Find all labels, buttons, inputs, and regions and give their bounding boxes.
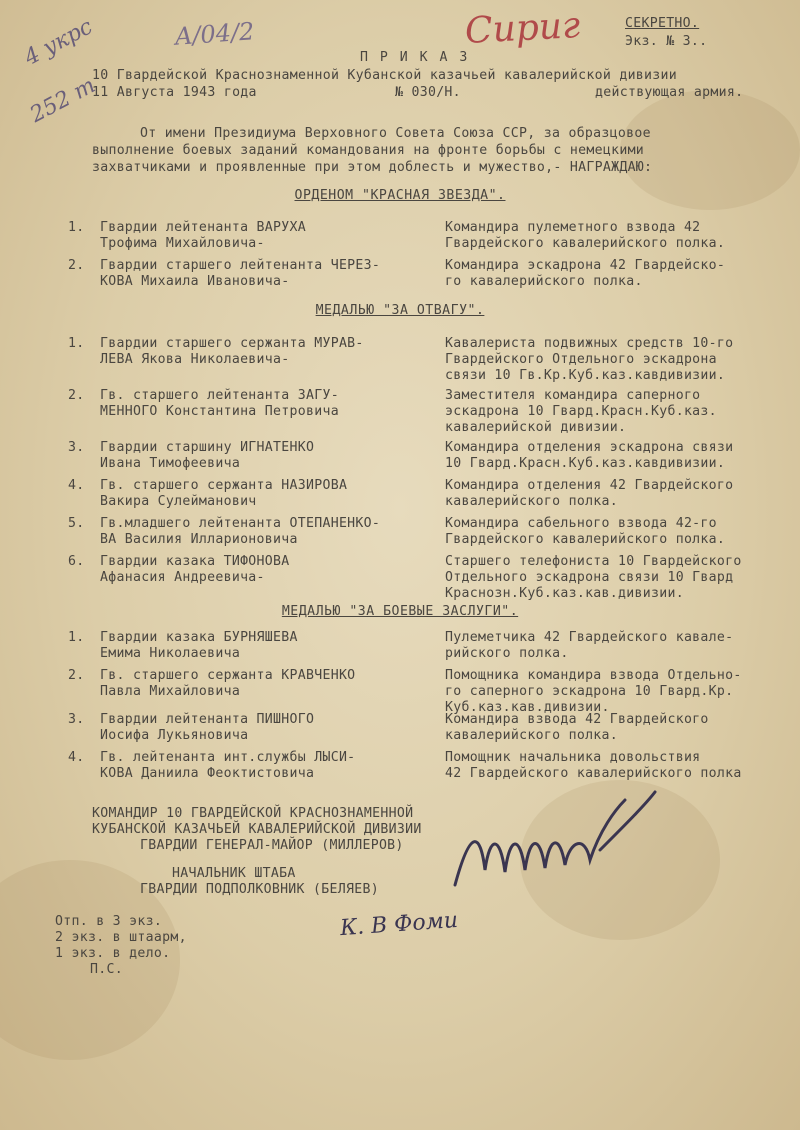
- recipient-name: Иосифа Лукьяновича: [100, 728, 249, 743]
- item-number: 4.: [68, 750, 85, 765]
- recipient-name: Трофима Михайловича-: [100, 236, 265, 251]
- recipient-position: Куб.каз.кав.дивизии.: [445, 700, 610, 715]
- recipient-name: Павла Михайловича: [100, 684, 241, 699]
- recipient-position: Отдельного эскадрона связи 10 Гвард: [445, 570, 734, 585]
- recipient-position: Пулеметчика 42 Гвардейского кавале-: [445, 630, 734, 645]
- recipient-position: го саперного эскадрона 10 Гвард.Кр.: [445, 684, 734, 699]
- intro-line: захватчиками и проявленные при этом доблесть и мужество,- НАГРАЖДАЮ:: [92, 160, 653, 175]
- recipient-position: Помощника командира взвода Отдельно-: [445, 668, 742, 683]
- recipient-name: ЛЕВА Якова Николаевича-: [100, 352, 290, 367]
- recipient-position: Гвардейского Отдельного эскадрона: [445, 352, 717, 367]
- distribution-line: П.С.: [90, 962, 123, 977]
- recipient-name: Гвардии казака БУРНЯШЕВА: [100, 630, 298, 645]
- commander-title: КОМАНДИР 10 ГВАРДЕЙСКОЙ КРАСНОЗНАМЕННОЙ: [92, 806, 414, 821]
- handwritten-red-mark: Сириг: [464, 5, 582, 52]
- recipient-name: Афанасия Андреевича-: [100, 570, 265, 585]
- item-number: 3.: [68, 440, 85, 455]
- recipient-position: Краснозн.Куб.каз.кав.дивизии.: [445, 586, 684, 601]
- recipient-name: ВА Василия Илларионовича: [100, 532, 298, 547]
- recipient-position: рийского полка.: [445, 646, 569, 661]
- document-title: П Р И К А З: [360, 50, 470, 65]
- item-number: 1.: [68, 630, 85, 645]
- item-number: 4.: [68, 478, 85, 493]
- recipient-name: МЕННОГО Константина Петровича: [100, 404, 339, 419]
- recipient-position: 10 Гвард.Красн.Куб.каз.кавдивизии.: [445, 456, 726, 471]
- recipient-name: Емима Николаевича: [100, 646, 241, 661]
- intro-line: От имени Президиума Верховного Совета Союза ССР, за образцовое: [140, 126, 651, 141]
- commander-rank: ГВАРДИИ ГЕНЕРАЛ-МАЙОР (МИЛЛЕРОВ): [140, 838, 404, 853]
- item-number: 2.: [68, 258, 85, 273]
- recipient-name: Ивана Тимофеевича: [100, 456, 241, 471]
- recipient-name: КОВА Михаила Ивановича-: [100, 274, 290, 289]
- recipient-position: Командира взвода 42 Гвардейского: [445, 712, 709, 727]
- recipient-name: Гвардии старшего лейтенанта ЧЕРЕЗ-: [100, 258, 381, 273]
- distribution-line: 2 экз. в штаарм,: [55, 930, 187, 945]
- army-label: действующая армия.: [595, 85, 744, 100]
- handwritten-signature-mark: К. В Фоми: [339, 907, 459, 942]
- recipient-name: Вакира Сулейманович: [100, 494, 257, 509]
- item-number: 5.: [68, 516, 85, 531]
- intro-line: выполнение боевых заданий командования на фронте борьбы с немецкими: [92, 143, 645, 158]
- recipient-position: го кавалерийского полка.: [445, 274, 643, 289]
- recipient-name: Гвардии лейтенанта ПИШНОГО: [100, 712, 315, 727]
- recipient-position: Командира отделения эскадрона связи: [445, 440, 734, 455]
- chief-title: НАЧАЛЬНИК ШТАБА: [172, 866, 296, 881]
- copy-number: Экз. № 3..: [625, 34, 708, 49]
- recipient-name: Гв. старшего сержанта НАЗИРОВА: [100, 478, 348, 493]
- secret-label: СЕКРЕТНО.: [625, 16, 700, 31]
- recipient-position: связи 10 Гв.Кр.Куб.каз.кавдивизии.: [445, 368, 726, 383]
- section-title: ОРДЕНОМ "КРАСНАЯ ЗВЕЗДА".: [294, 188, 506, 203]
- unit-line: 10 Гвардейской Краснознаменной Кубанской казачьей кавалерийской дивизии: [92, 68, 678, 83]
- commander-title: КУБАНСКОЙ КАЗАЧЬЕЙ КАВАЛЕРИЙСКОЙ ДИВИЗИИ: [92, 822, 422, 837]
- order-date: 11 Августа 1943 года: [92, 85, 257, 100]
- chief-rank: ГВАРДИИ ПОДПОЛКОВНИК (БЕЛЯЕВ): [140, 882, 379, 897]
- distribution-line: 1 экз. в дело.: [55, 946, 171, 961]
- recipient-position: Кавалериста подвижных средств 10-го: [445, 336, 734, 351]
- handwritten-note: 4 укрс: [20, 14, 97, 71]
- recipient-name: Гвардии казака ТИФОНОВА: [100, 554, 290, 569]
- recipient-name: Гвардии старшего сержанта МУРАВ-: [100, 336, 364, 351]
- recipient-name: Гв. старшего сержанта КРАВЧЕНКО: [100, 668, 356, 683]
- recipient-name: Гв. лейтенанта инт.службы ЛЫСИ-: [100, 750, 356, 765]
- recipient-position: Гвардейского кавалерийского полка.: [445, 532, 726, 547]
- recipient-position: Старшего телефониста 10 Гвардейского: [445, 554, 742, 569]
- distribution-line: Отп. в 3 экз.: [55, 914, 163, 929]
- recipient-name: КОВА Даниила Феоктистовича: [100, 766, 315, 781]
- section-title: МЕДАЛЬЮ "ЗА БОЕВЫЕ ЗАСЛУГИ".: [281, 604, 519, 619]
- recipient-position: кавалерийской дивизии.: [445, 420, 627, 435]
- item-number: 1.: [68, 336, 85, 351]
- recipient-position: кавалерийского полка.: [445, 728, 619, 743]
- signature-image: [450, 790, 670, 900]
- recipient-position: Гвардейского кавалерийского полка.: [445, 236, 726, 251]
- item-number: 2.: [68, 388, 85, 403]
- recipient-name: Гвардии старшину ИГНАТЕНКО: [100, 440, 315, 455]
- item-number: 2.: [68, 668, 85, 683]
- item-number: 1.: [68, 220, 85, 235]
- recipient-name: Гв.младшего лейтенанта ОТЕПАНЕНКО-: [100, 516, 381, 531]
- item-number: 3.: [68, 712, 85, 727]
- section-title: МЕДАЛЬЮ "ЗА ОТВАГУ".: [315, 303, 485, 318]
- recipient-position: Помощник начальника довольствия: [445, 750, 701, 765]
- handwritten-note: 252 т: [26, 73, 100, 128]
- item-number: 6.: [68, 554, 85, 569]
- order-number: № 030/Н.: [395, 85, 461, 100]
- handwritten-code: A/04/2: [174, 17, 256, 51]
- recipient-position: 42 Гвардейского кавалерийского полка: [445, 766, 742, 781]
- recipient-position: эскадрона 10 Гвард.Красн.Куб.каз.: [445, 404, 717, 419]
- recipient-position: Командира пулеметного взвода 42: [445, 220, 701, 235]
- recipient-position: Командира эскадрона 42 Гвардейско-: [445, 258, 726, 273]
- recipient-name: Гвардии лейтенанта ВАРУХА: [100, 220, 306, 235]
- recipient-position: Заместителя командира саперного: [445, 388, 701, 403]
- recipient-position: кавалерийского полка.: [445, 494, 619, 509]
- recipient-position: Командира сабельного взвода 42-го: [445, 516, 717, 531]
- recipient-name: Гв. старшего лейтенанта ЗАГУ-: [100, 388, 339, 403]
- recipient-position: Командира отделения 42 Гвардейского: [445, 478, 734, 493]
